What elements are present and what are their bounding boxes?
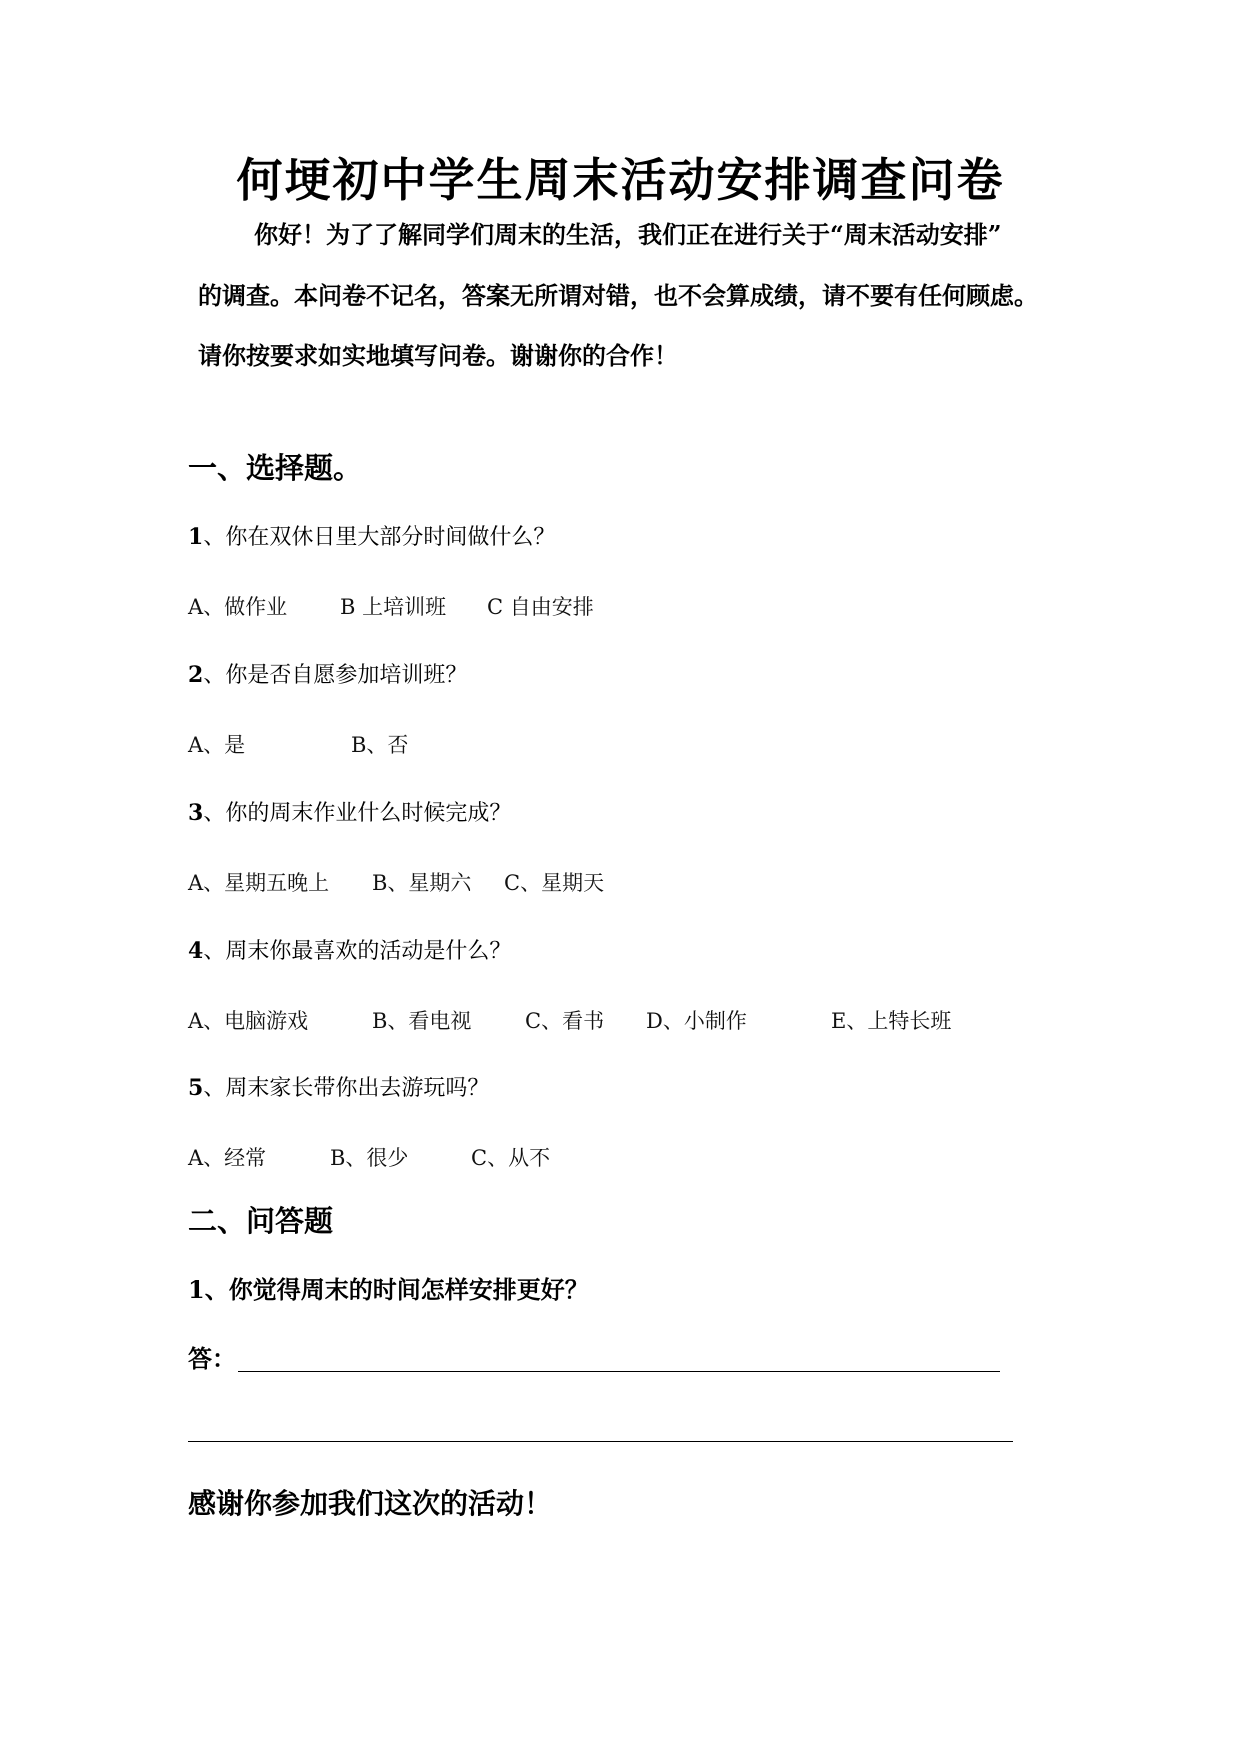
- q2-option-b[interactable]: B、否: [351, 733, 409, 757]
- page-title: 何埂初中学生周末活动安排调查问卷: [236, 153, 1005, 207]
- intro-line-2: 的调查。本问卷不记名，答案无所谓对错，也不会算成绩，请不要有任何顾虑。: [198, 281, 1038, 310]
- question-text: 、你是否自愿参加培训班？: [203, 663, 468, 688]
- answer-line-1[interactable]: [238, 1371, 1000, 1372]
- question-number: 3: [188, 800, 204, 826]
- intro-line-3: 请你按要求如实地填写问卷。谢谢你的合作！: [198, 341, 678, 370]
- question-text: 、周末你最喜欢的活动是什么？: [203, 939, 512, 964]
- question-5: [188, 1073, 489, 1104]
- essay-question-1: 1、你觉得周末的时间怎样安排更好？: [188, 1275, 589, 1304]
- q1-option-a[interactable]: A、做作业: [188, 595, 288, 619]
- q4-option-c[interactable]: C、看书: [525, 1009, 605, 1033]
- closing-thanks: 感谢你参加我们这次的活动！: [188, 1487, 553, 1520]
- question-text: 、周末家长带你出去游玩吗？: [203, 1076, 490, 1101]
- question-text: 、你在双休日里大部分时间做什么？: [203, 525, 556, 550]
- q4-option-a[interactable]: A、电脑游戏: [188, 1009, 309, 1033]
- q4-option-e[interactable]: E、上特长班: [831, 1009, 952, 1033]
- section-heading-choice: 一、选择题。: [188, 451, 363, 485]
- question-number: 2: [188, 662, 204, 688]
- q3-option-c[interactable]: C、星期天: [504, 871, 605, 895]
- question-1: [188, 522, 555, 553]
- q2-option-a[interactable]: A、是: [188, 733, 246, 757]
- answer-label: 答：: [188, 1344, 236, 1373]
- question-text: 、你的周末作业什么时候完成？: [203, 801, 512, 826]
- question-number: 1: [188, 524, 204, 550]
- question-number: 5: [188, 1075, 204, 1101]
- section-heading-essay: 二、问答题: [188, 1204, 334, 1238]
- q4-option-d[interactable]: D、小制作: [646, 1009, 747, 1033]
- q1-option-c[interactable]: C 自由安排: [487, 595, 594, 619]
- question-3: [188, 798, 511, 829]
- q5-option-a[interactable]: A、经常: [188, 1146, 267, 1170]
- q3-option-b[interactable]: B、星期六: [372, 871, 472, 895]
- q5-option-c[interactable]: C、从不: [471, 1146, 551, 1170]
- question-4: [188, 936, 511, 967]
- question-number: 4: [188, 938, 204, 964]
- intro-line-1: 你好！为了了解同学们周末的生活，我们正在进行关于“周末活动安排”: [254, 220, 1002, 249]
- q1-option-b[interactable]: B 上培训班: [340, 595, 447, 619]
- q3-option-a[interactable]: A、星期五晚上: [188, 871, 330, 895]
- q4-option-b[interactable]: B、看电视: [372, 1009, 472, 1033]
- answer-line-2[interactable]: [188, 1441, 1013, 1442]
- q5-option-b[interactable]: B、很少: [330, 1146, 409, 1170]
- question-2: [188, 660, 467, 691]
